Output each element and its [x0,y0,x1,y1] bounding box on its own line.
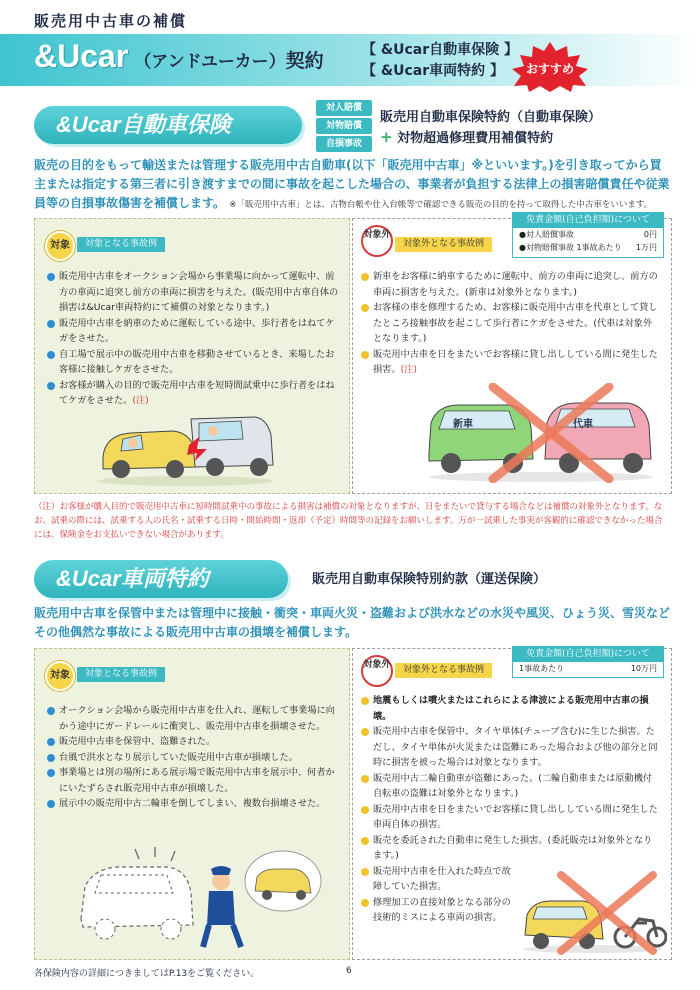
section1-title: &Ucar自動車保険 [34,106,302,144]
deductible-row-vehicle [513,662,663,675]
tag-bodily-injury: 対人賠償 [316,100,372,116]
list-item [361,347,661,378]
list-item-text: 販売用中古車を日をまたいでお客様に貸し出ししている間に発生した損害。 [373,348,658,375]
deductible-box-1 [512,212,664,258]
list-item: 新車をお客様に納車するために運転中、前方の車両に追突し、前方の車両に損害を与えた。(新車は対象外となります。) [361,269,661,300]
excluded-circle: 対象外 [361,225,393,257]
covered-box-1 [34,218,350,494]
brand-name: &Ucar [34,38,129,74]
excluded-label: 対象外となる事故例 [395,237,492,252]
section1-footnote: （注）お客様が購入目的で販売用中古車に短時間試乗中の事故による損害は補償の対象となりますが、日をまたいで貸与する場合などは補償の対象外となります。なお、試乗の際には、試乗する人の氏名・試乗する日時・開始時間・返却（予定）時間等の記録をお願いします。万が一試乗した事実が客観的に確認できなかった場合には、保険金をお支払いできない場合があります。 [34,502,663,540]
clause-2-label: 対物超過修理費用補償特約 [397,131,554,146]
deductible-label: ●対人賠償事故 [519,230,574,239]
section2-lead: 販売用中古車を保管中または管理中に接触・衝突・車両火災・盗難および洪水などの水災や風災、ひょう災、雪災などその他偶然な事故による販売用中古車の損壊を補償します。 [34,606,671,639]
list-item: 展示中の販売用中古二輪車を倒してしまい、複数台損壊させた。 [47,796,341,812]
page-number: 6 [346,966,352,976]
list-item: 販売用中古車を仕入れた時点で故障していた損害。 [361,864,511,895]
list-item: 販売用中古車を納車のために運転している途中、歩行者をはねてケガをさせた。 [47,316,341,347]
deductible-value: 0円 [643,230,657,239]
stolen-car-illustration [75,829,325,953]
brand-reading: （アンドユーカー） [134,52,286,71]
deductible-row-property [513,241,663,254]
footer-note: 各保険内容の詳細につきましてはP.13をご覧ください。 [34,969,260,979]
product-name-1: 【 &Ucar自動車保険 】 [362,42,518,58]
new-and-loaner-car-illustration [423,383,659,483]
list-item: 事業場とは別の場所にある展示場で販売用中古車を展示中、何者かにいたずらされ販売用中古車が損壊した。 [47,765,341,796]
covered-circle: 対象 [45,661,75,691]
covered-list-1 [47,269,341,409]
contract-title [34,38,324,75]
section2-title: &Ucar車両特約 [34,560,288,598]
covered-circle: 対象 [45,231,75,261]
list-item: 台風で洪水となり展示していた販売用中古車が損壊した。 [47,750,341,766]
deductible-box-2 [512,646,664,678]
tag-self-accident: 自損事故 [316,136,372,152]
list-item: 修理加工の直接対象となる部分の技術的ミスによる車両の損害。 [361,895,511,926]
excluded-label: 対象外となる事故例 [395,663,492,678]
product-name-2: 【 &Ucar車両特約 】 [362,63,504,79]
recommend-badge: おすすめ [525,62,575,76]
excluded-circle: 対象外 [361,655,393,687]
list-item: オークション会場から販売用中古車を仕入れ、運転して事業場に向かう途中にガードレールに衝突し、販売用中古車を損壊させた。 [47,703,341,734]
loaner-car-label: 代車 [573,419,593,430]
covered-box-2 [34,648,350,960]
plus-icon: + [380,128,393,146]
section1-lead [34,156,670,215]
tag-property-damage: 対物賠償 [316,118,372,134]
excluded-vehicles-illustration [521,871,667,955]
deductible-label: ●対物賠償事故 1事故あたり [519,243,622,252]
list-item: 販売用中古車を保管中、盗難された。 [47,734,341,750]
section2-clause: 販売用自動車保険特別約款（運送保険） [312,572,547,587]
deductible-row-bodily [513,228,663,241]
note-marker: (注) [132,395,149,406]
list-item: 自工場で展示中の販売用中古車を移動させているとき、来場したお客様に接触しケガをさせた。 [47,347,341,378]
note-marker: (注) [400,364,417,375]
list-item: 販売用中古二輪自動車が盗難にあった。(二輪自動車または原動機付自転車の盗難は対象外となります。) [361,771,661,802]
list-item: 販売を委託された自動車に発生した損害。(委託販売は対象外となります。) [361,833,661,864]
section1-lead-note: ※「販売用中古車」とは、古物台帳や仕入台帳等で確認できる販売の目的を持って取得した中古車をいいます。 [229,200,653,210]
list-item: 販売用中古車を保管中、タイヤ単体(チューブ含む)に生じた損害。ただし、タイヤ単体が火災または盗難にあった場合および他の部分と同時に損害を被った場合は対象となります。 [361,724,661,771]
list-item [47,378,341,409]
clause-2 [380,127,553,146]
list-item: お客様の車を修理するため、お客様に販売用中古車を代車として貸したところ接触事故を起こして歩行者にケガをさせた。(代車は対象外となります。) [361,300,661,347]
category-title: 販売用中古車の補償 [34,12,188,30]
contract-label: 契約 [285,51,324,72]
list-item: 販売用中古車を日をまたいでお客様に貸し出ししている間に発生した車両自体の損害。 [361,802,661,833]
new-car-label: 新車 [453,419,473,430]
deductible-label: 1事故あたり [519,664,565,673]
list-item-text: お客様が購入の目的で販売用中古車を短時間試乗中に歩行者をはねてケガをさせた。 [59,379,335,406]
covered-list-2 [47,703,341,812]
excluded-box-1 [352,218,672,494]
rear-end-collision-illustration [95,405,275,487]
clause-1: 販売用自動車保険特約（自動車保険） [380,110,602,125]
list-item: 地震もしくは噴火またはこれらによる津波による販売用中古車の損壊。 [361,693,661,724]
excluded-box-2 [352,648,672,960]
excluded-list-1 [361,269,661,378]
deductible-head: 免責金額(自己負担額)について [513,213,663,228]
deductible-value: 1万円 [635,243,657,252]
list-item: 販売用中古車をオークション会場から事業場に向かって運転中、前方の車両に追突し前方の車両に損害を与えた。(販売用中古車自体の損害は&Ucar車両特約にて補償の対象となります。) [47,269,341,316]
covered-label: 対象となる事故例 [77,237,165,252]
deductible-value: 10万円 [630,664,657,673]
deductible-head: 免責金額(自己負担額)について [513,647,663,662]
section1-lead-text: 販売の目的をもって輸送または管理する販売用中古自動車(以下「販売用中古車」※といいます。)を引き取ってから買主または指定する第三者に引き渡すまでの間に事故を起こした場合の、事業者が負担する法律上の損害賠償責任や従業員等の自損事故傷害を補償します。 [34,158,670,210]
covered-label: 対象となる事故例 [77,667,165,682]
